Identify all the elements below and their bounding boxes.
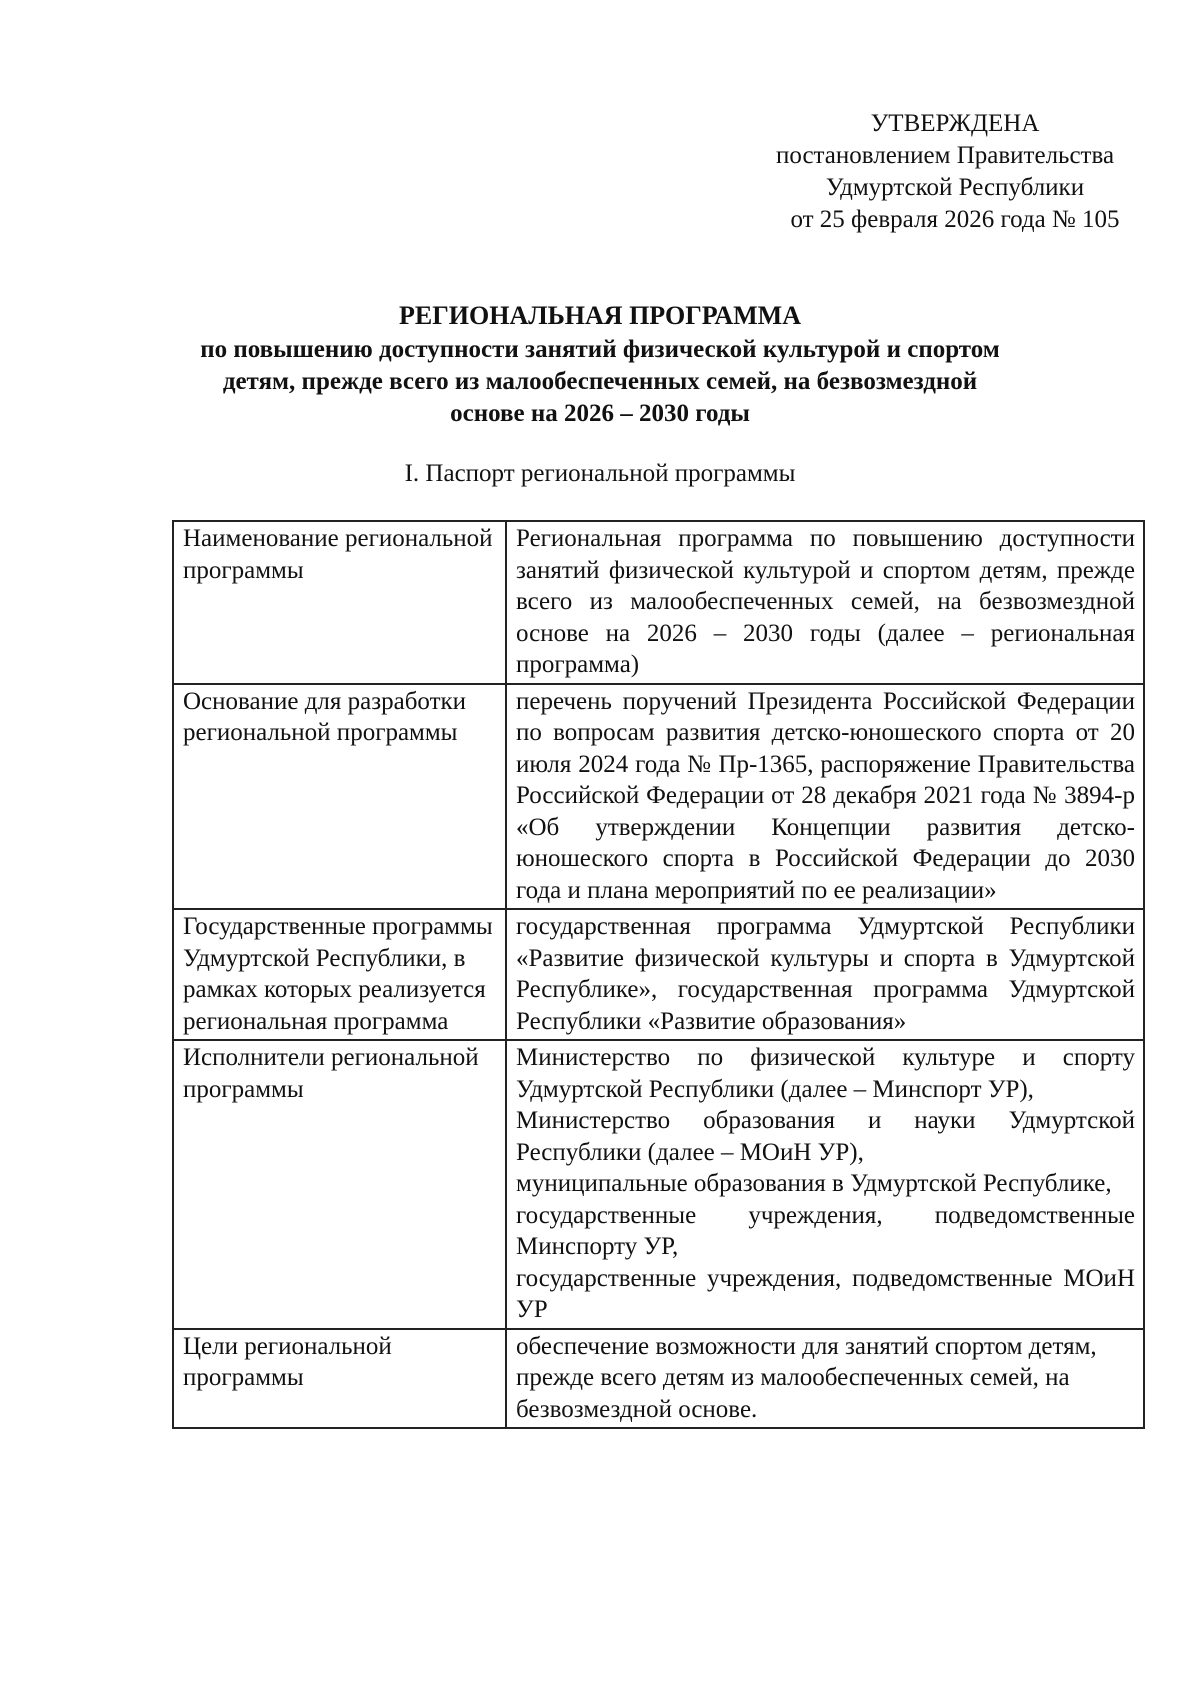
- row-value: [506, 521, 1144, 684]
- table-row: [173, 521, 1144, 684]
- row-label: Основание для разработки региональной программы: [173, 684, 506, 910]
- table-row: [173, 909, 1144, 1040]
- table-row: [173, 1329, 1144, 1429]
- row-value-text: обеспечение возможности для занятий спортом детям, прежде всего детям из малообеспеченных семей, на безвозмездной основе.: [516, 1332, 1097, 1423]
- approval-title: УТВЕРЖДЕНА: [870, 110, 1040, 137]
- row-value-text: перечень поручений Президента Российской Федерации по вопросам развития детско-юношеского спорта от 20 июля 2024 года № Пр-1365, распоряжение Правительства Российской Федерации от 28 декабря 2021 года № 3894-р «Об утверждении Концепции развития детско-юношеского спорта в Российской Федерации до 2030 года и плана мероприятий по ее реализации»: [516, 687, 1135, 904]
- approval-line-3: от 25 февраля 2026 года № 105: [790, 206, 1120, 233]
- row-label: Государственные программы Удмуртской Республики, в рамках которых реализуется региональная программа: [173, 909, 506, 1040]
- row-value: [506, 1040, 1144, 1329]
- row-label: Исполнители региональной программы: [173, 1040, 506, 1329]
- approval-line-2: Удмуртской Республики: [825, 174, 1085, 201]
- row-value: [506, 909, 1144, 1040]
- row-value-text: государственные учреждения, подведомственные Минспорту УР,: [516, 1201, 1135, 1260]
- passport-table: [172, 520, 1145, 1429]
- document-subtitle-line-2: детям, прежде всего из малообеспеченных семей, на безвозмездной: [222, 368, 978, 395]
- row-value: [506, 684, 1144, 910]
- document-subtitle-line-3: основе на 2026 – 2030 годы: [450, 400, 750, 427]
- table-row: [173, 1040, 1144, 1329]
- row-value-text: Министерство образования и науки Удмуртской Республики (далее – МОиН УР),: [516, 1107, 1135, 1166]
- approval-stamp: [725, 108, 1145, 236]
- table-row: [173, 684, 1144, 910]
- row-value-text: муниципальные образования в Удмуртской Республике,: [516, 1170, 1112, 1197]
- row-value: [506, 1329, 1144, 1429]
- row-value-text: государственная программа Удмуртской Республики «Развитие физической культуры и спорта в Удмуртской Республике», государственная программа Удмуртской Республики «Развитие образования»: [516, 913, 1135, 1035]
- approval-line-1: постановлением Правительства: [775, 142, 1115, 169]
- row-value-text: Региональная программа по повышению доступности занятий физической культурой и спортом детям, прежде всего из малообеспеченных семей, на безвозмездной основе на 2026 – 2030 годы (далее – региональная программа): [516, 525, 1135, 678]
- row-value-text: Министерство по физической культуре и спорту Удмуртской Республики (далее – Минспорт УР),: [516, 1044, 1135, 1103]
- document-title: РЕГИОНАЛЬНАЯ ПРОГРАММА: [399, 301, 801, 330]
- row-label: Наименование региональной программы: [173, 521, 506, 684]
- section-title: I. Паспорт региональной программы: [404, 460, 796, 487]
- row-value-text: государственные учреждения, подведомственные МОиН УР: [516, 1264, 1135, 1323]
- document-title-block: [150, 300, 1050, 430]
- row-label: Цели региональной программы: [173, 1329, 506, 1429]
- document-subtitle-line-1: по повышению доступности занятий физической культурой и спортом: [200, 336, 1000, 363]
